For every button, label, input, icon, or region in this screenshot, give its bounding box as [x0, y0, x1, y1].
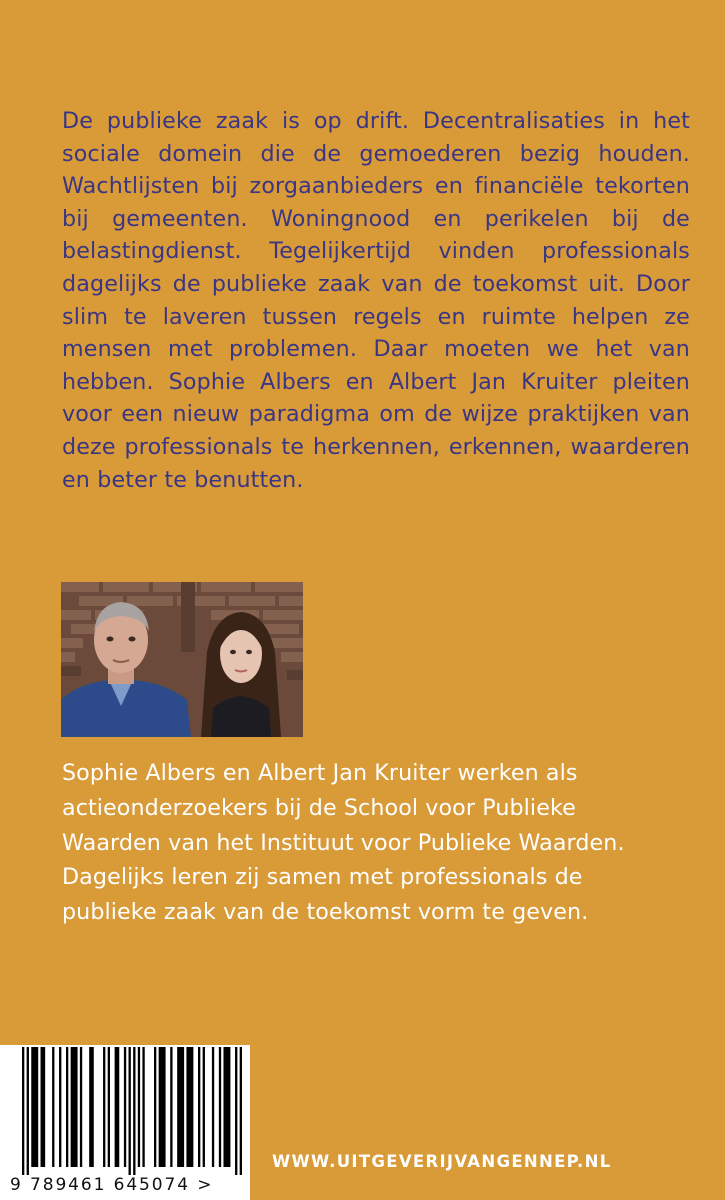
barcode-bar [170, 1047, 172, 1167]
barcode-bar [240, 1047, 242, 1175]
barcode-bar [203, 1047, 205, 1167]
barcode-bar [115, 1047, 120, 1167]
barcode-bar [66, 1047, 68, 1167]
barcode-bar [223, 1047, 230, 1167]
isbn-number: 9 789461 645074 > [10, 1175, 214, 1195]
author-photo [61, 582, 303, 737]
barcode-bar [27, 1047, 29, 1175]
barcode-bar [31, 1047, 38, 1167]
barcode-bar [41, 1047, 46, 1167]
barcode-image [22, 1047, 242, 1175]
barcode-bar [52, 1047, 54, 1167]
back-cover-blurb: De publieke zaak is op drift. Decentralisaties in het sociale domein die de gemoederen bezig houden. Wachtlijsten bij zorgaanbieders en financiële tekorten bij gemeenten. Woningnood en perikelen bij de belastingdienst. Tegelijkertijd vinden professionals dagelijks de publieke zaak van de toekomst uit. Door slim te laveren tussen regels en ruimte helpen ze mensen met problemen. Daar moeten we het van hebben. Sophie Albers en Albert Jan Kruiter pleiten voor een nieuw paradigma om de wijze praktijken van deze professionals te herkennen, erkennen, waarderen en beter te benutten. [62, 108, 690, 493]
barcode-bar [80, 1047, 82, 1167]
barcode-bar [59, 1047, 61, 1167]
author-bio: Sophie Albers en Albert Jan Kruiter werken als actieonderzoekers bij de School voor Publieke Waarden van het Instituut voor Publieke Waarden. Dagelijks leren zij samen met professionals de publieke zaak van de toekomst vorm te geven. [62, 760, 625, 926]
barcode-bar [71, 1047, 78, 1167]
barcode-bar [124, 1047, 126, 1167]
barcode-bar [219, 1047, 221, 1167]
barcode-bar [212, 1047, 214, 1167]
barcode-bar [103, 1047, 105, 1167]
barcode-bar [235, 1047, 237, 1175]
barcode-bar [186, 1047, 193, 1167]
barcode-bar [198, 1047, 200, 1167]
barcode-bar [142, 1047, 144, 1167]
barcode-box [0, 1045, 250, 1200]
barcode-bar [129, 1047, 131, 1175]
barcode-bar [108, 1047, 110, 1167]
barcode-bar [159, 1047, 166, 1167]
barcode-bar [154, 1047, 156, 1167]
barcode-bar [133, 1047, 135, 1175]
barcode-bar [138, 1047, 140, 1167]
publisher-website: WWW.UITGEVERIJVANGENNEP.NL [272, 1152, 612, 1171]
barcode-bar [89, 1047, 94, 1167]
barcode-bar [177, 1047, 184, 1167]
barcode-bar [22, 1047, 24, 1175]
